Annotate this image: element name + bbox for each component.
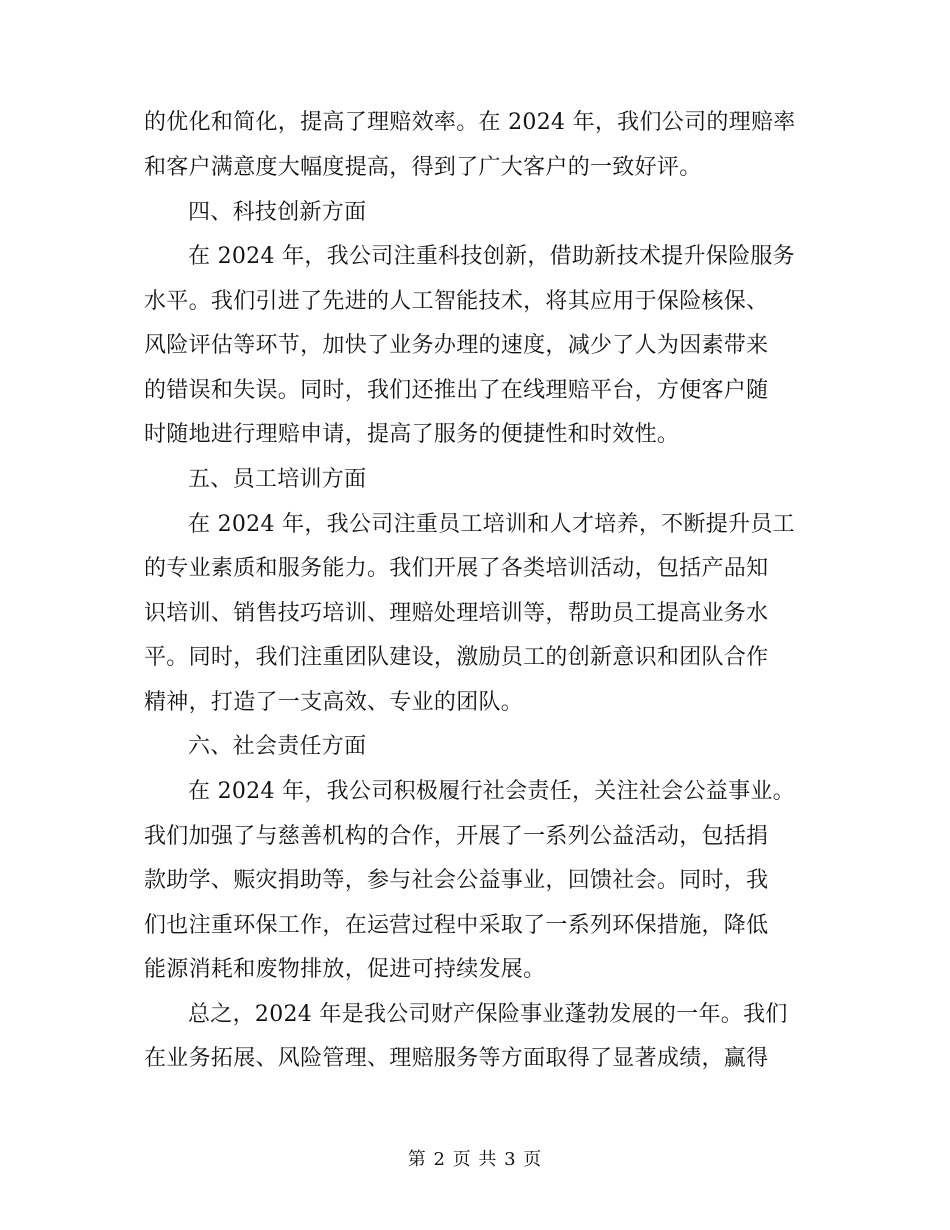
text-line: 在 2024 年，我公司注重员工培训和人才培养，不断提升员工	[188, 512, 795, 537]
section-heading: 四、科技创新方面	[188, 200, 367, 225]
section-heading: 五、员工培训方面	[188, 467, 367, 492]
text-line: 我们加强了与慈善机构的合作，开展了一系列公益活动，包括捐	[144, 824, 769, 849]
text-line: 总之，2024 年是我公司财产保险事业蓬勃发展的一年。我们	[188, 1002, 788, 1027]
section-heading: 六、社会责任方面	[188, 734, 367, 759]
text-line: 们也注重环保工作，在运营过程中采取了一系列环保措施，降低	[144, 913, 769, 938]
text-line: 时随地进行理赔申请，提高了服务的便捷性和时效性。	[144, 422, 680, 447]
text-line: 风险评估等环节，加快了业务办理的速度，减少了人为因素带来	[144, 333, 769, 358]
text-line: 和客户满意度大幅度提高，得到了广大客户的一致好评。	[144, 155, 702, 180]
text-line: 款助学、赈灾捐助等，参与社会公益事业，回馈社会。同时，我	[144, 868, 769, 893]
text-line: 的优化和简化，提高了理赔效率。在 2024 年，我们公司的理赔率	[144, 110, 796, 135]
text-line: 在 2024 年，我公司注重科技创新，借助新技术提升保险服务	[188, 244, 795, 269]
text-line: 水平。我们引进了先进的人工智能技术，将其应用于保险核保、	[144, 289, 769, 314]
text-line: 的专业素质和服务能力。我们开展了各类培训活动，包括产品知	[144, 556, 769, 581]
text-line: 在业务拓展、风险管理、理赔服务等方面取得了显著成绩，赢得	[144, 1046, 769, 1071]
page-footer: 第 2 页 共 3 页	[407, 1149, 543, 1170]
text-line: 精神，打造了一支高效、专业的团队。	[144, 690, 524, 715]
text-line: 平。同时，我们注重团队建设，激励员工的创新意识和团队合作	[144, 645, 769, 670]
text-line: 在 2024 年，我公司积极履行社会责任，关注社会公益事业。	[188, 779, 795, 804]
text-line: 的错误和失误。同时，我们还推出了在线理赔平台，方便客户随	[144, 378, 769, 403]
text-line: 识培训、销售技巧培训、理赔处理培训等，帮助员工提高业务水	[144, 601, 769, 626]
text-line: 能源消耗和废物排放，促进可持续发展。	[144, 957, 546, 982]
